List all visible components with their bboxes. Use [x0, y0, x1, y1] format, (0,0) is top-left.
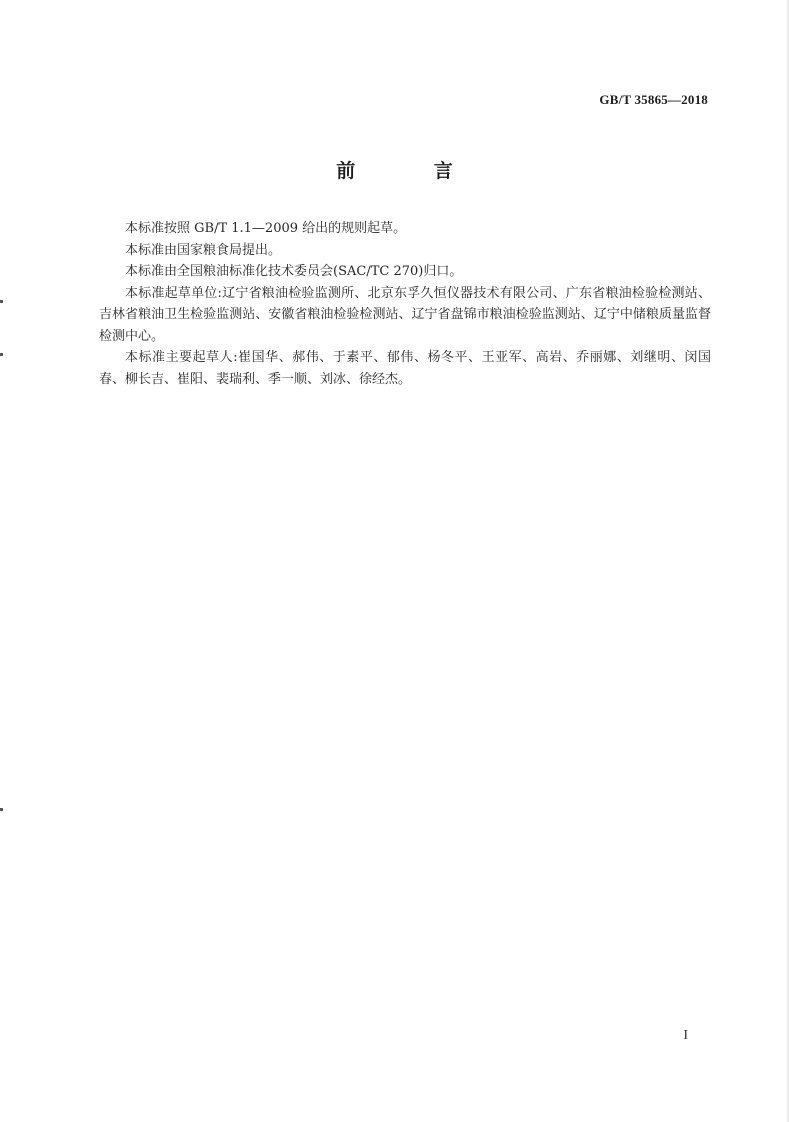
- paragraph-drafting-rules: 本标准按照 GB/T 1.1—2009 给出的规则起草。: [125, 221, 407, 236]
- foreword-body: [99, 218, 711, 390]
- scan-mark: [0, 808, 3, 811]
- standard-code: GB/T 35865—2018: [599, 92, 708, 107]
- paragraph-drafting-units: 本标准起草单位:辽宁省粮油检验监测所、北京东孚久恒仪器技术有限公司、广东省粮油检验检测站、吉林省粮油卫生检验监测站、安徽省粮油检验检测站、辽宁省盘锦市粮油检验监测站、辽宁中储粮质量监督检测中心。: [99, 285, 711, 344]
- scan-mark: [0, 353, 3, 356]
- scan-mark: [0, 300, 3, 303]
- paragraph-drafters: 本标准主要起草人:崔国华、郝伟、于素平、郁伟、杨冬平、王亚军、高岩、乔丽娜、刘继明、闵国春、柳长吉、崔阳、裴瑞利、季一顺、刘冰、徐经杰。: [99, 350, 711, 387]
- page-title: 前 言: [336, 160, 489, 182]
- paragraph-committee: 本标准由全国粮油标准化技术委员会(SAC/TC 270)归口。: [125, 264, 463, 279]
- page-number: I: [683, 1028, 688, 1043]
- paragraph-proposer: 本标准由国家粮食局提出。: [125, 242, 282, 258]
